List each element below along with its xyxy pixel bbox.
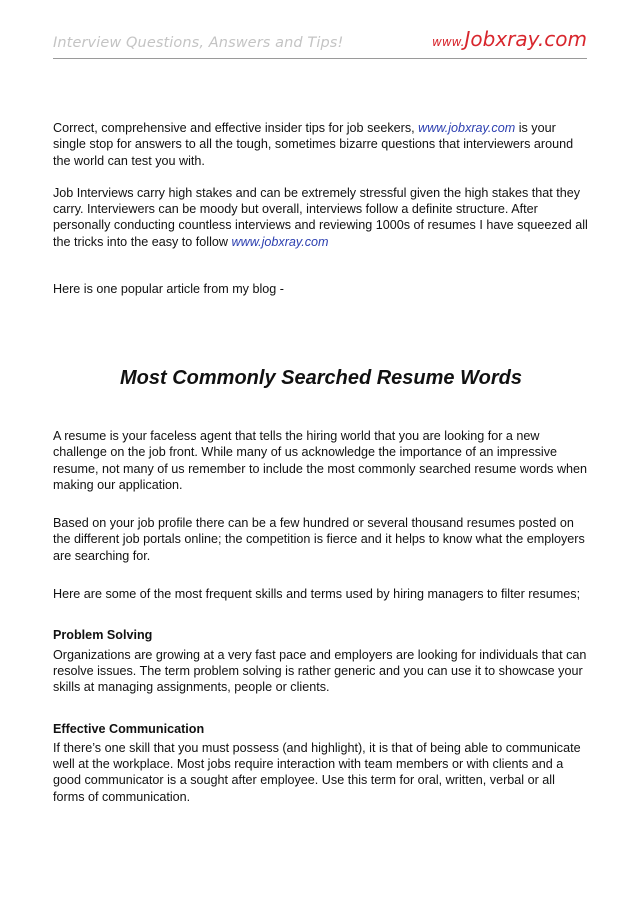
header-brand-link[interactable] — [432, 27, 587, 51]
header-brand-www: www. — [432, 35, 465, 49]
article-body — [53, 428, 589, 805]
intro-p1-link[interactable]: www.jobxray.com — [418, 121, 516, 135]
intro-paragraph-2 — [53, 185, 589, 250]
article-paragraph-3: Here are some of the most frequent skills and terms used by hiring managers to filter resumes; — [53, 587, 581, 602]
header-tagline: Interview Questions, Answers and Tips! — [53, 35, 344, 51]
intro-p2-text-before: Job Interviews carry high stakes and can be extremely stressful given the high stakes that they carry. Interviewers can be moody but overall, interviews follow a definite structure. After personally conducting countless interviews and reviewing 1000s of resumes I have squeezed all the tricks into the easy to follow — [53, 185, 588, 249]
intro-paragraph-3: Here is one popular article from my blog - — [53, 282, 284, 297]
intro-p2-link[interactable]: www.jobxray.com — [231, 234, 329, 249]
section-heading-effective-communication: Effective Communication — [53, 721, 205, 736]
section-body-effective-communication: If there’s one skill that you must possess (and highlight), it is that of being able to communicate well at the workplace. Most jobs require interaction with team members or with clients and a good communicator is a sought after employee. Use this term for oral, written, verbal or all forms of communication. — [53, 740, 581, 804]
article-title: Most Commonly Searched Resume Words — [120, 367, 522, 389]
section-body-problem-solving: Organizations are growing at a very fast pace and employers are looking for individuals that can resolve issues. The term problem solving is rather generic and you can use it to showcase your skills at managing assignments, people or clients. — [53, 647, 587, 695]
intro-section — [53, 120, 589, 297]
intro-paragraph-1 — [53, 120, 589, 169]
header-brand-name: Jobxray.com — [464, 27, 587, 51]
intro-p1-text-after: is your single stop for answers to all the tough, sometimes bizarre questions that interviewers around the world can test you with. — [53, 121, 574, 168]
page-header — [53, 24, 587, 59]
article-paragraph-2: Based on your job profile there can be a few hundred or several thousand resumes posted on the different job portals online; the competition is fierce and it helps to know what the employers are searching for. — [53, 516, 585, 563]
intro-p1-text-before: Correct, comprehensive and effective insider tips for job seekers, — [53, 121, 419, 135]
section-heading-problem-solving: Problem Solving — [53, 628, 153, 643]
article-paragraph-1: A resume is your faceless agent that tells the hiring world that you are looking for a new challenge on the job front. While many of us acknowledge the importance of an impressive resume, not many of us remember to include the most commonly searched resume words when making our application. — [53, 429, 588, 492]
